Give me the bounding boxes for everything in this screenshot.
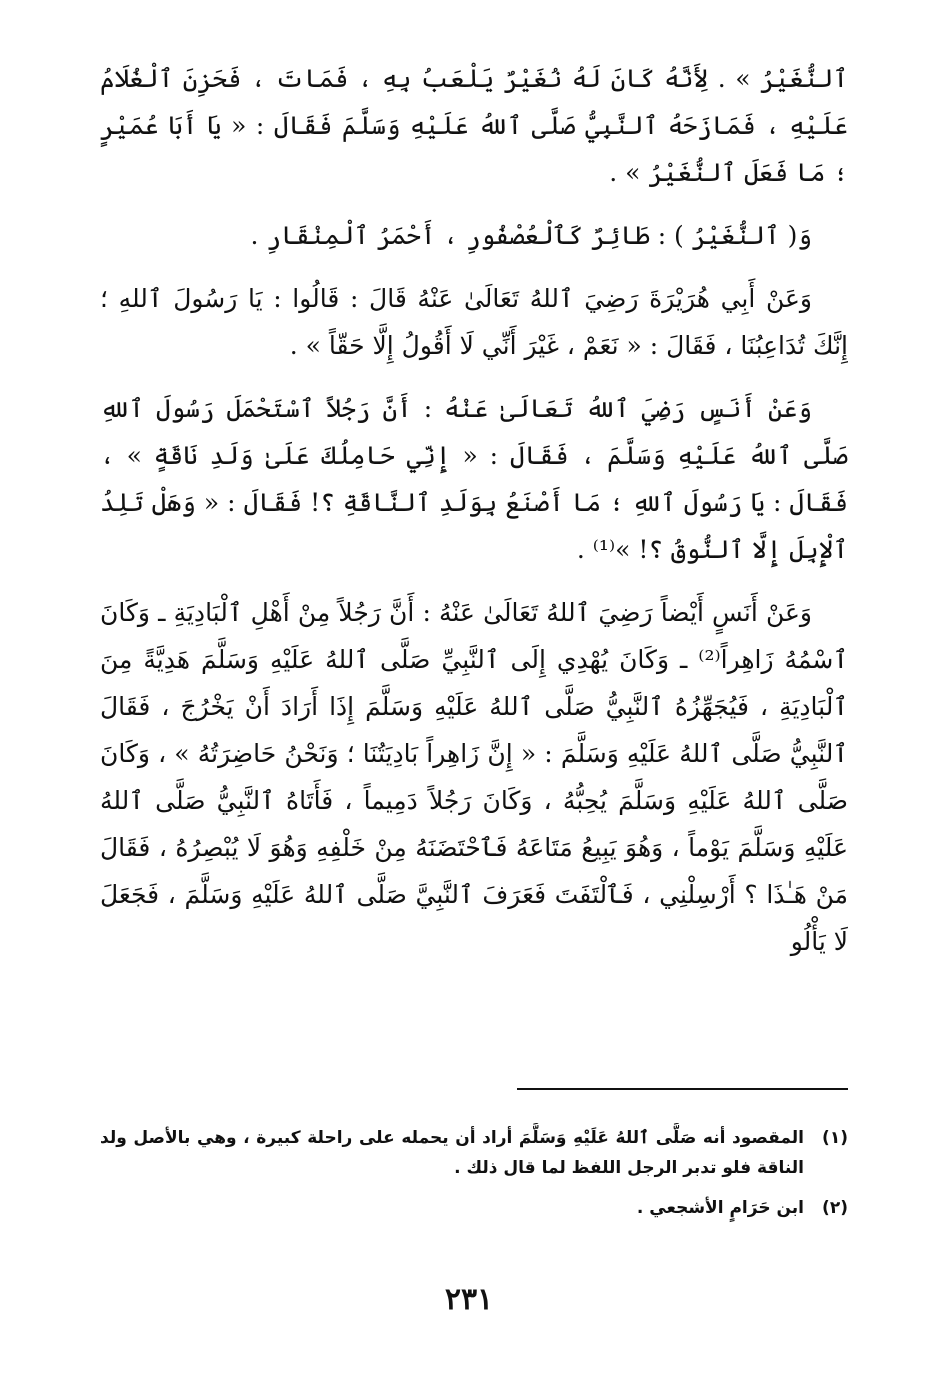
footnotes (100, 1123, 848, 1263)
paragraph-abu-hurairah: وَعَنْ أَبِي هُرَيْرَةَ رَضِيَ ٱللهُ تَعَالَىٰ عَنْهُ قَالَ : قَالُوا : يَا رَسُولَ ٱللهِ ؛ إِنَّكَ تُدَاعِبُنَا ، فَقَالَ : « نَعَمْ ، غَيْرَ أَنِّي لَا أَقُولُ إِلَّا حَقّاً » . (100, 284, 848, 360)
footnote-text: المقصود أنه صَلَّى ٱللهُ عَلَيْهِ وَسَلَّمَ أراد أن يحمله على راحلة كبيرة ، وهي بالأصل ولد الناقة فلو تدبر الرجل اللفظ لما قال ذلك . (100, 1128, 804, 1178)
footnote-divider (517, 1088, 848, 1090)
paragraph-nughayr-definition: وَ( ٱلنُّغَيْرُ ) : طَائِرٌ كَٱلْعُصْفُورِ ، أَحْمَرُ ٱلْمِنْقَارِ . (250, 221, 812, 250)
footnote-number: (١) (822, 1128, 848, 1148)
paragraph-anas-zahir: وَعَنْ أَنَسٍ أَيْضاً رَضِيَ ٱللهُ تَعَالَىٰ عَنْهُ : أَنَّ رَجُلاً مِنْ أَهْلِ ٱلْبَادِيَةِ ـ وَكَانَ ٱسْمُهُ زَاهِراً⁽²⁾ ـ وَكَانَ يُهْدِي إِلَى ٱلنَّبِيِّ صَلَّى ٱللهُ عَلَيْهِ وَسَلَّمَ هَدِيَّةً مِنَ ٱلْبَادِيَةِ ، فَيُجَهِّزُهُ ٱلنَّبِيُّ صَلَّى ٱللهُ عَلَيْهِ وَسَلَّمَ إِذَا أَرَادَ أَنْ يَخْرُجَ ، فَقَالَ ٱلنَّبِيُّ صَلَّى ٱللهُ عَلَيْهِ وَسَلَّمَ : « إِنَّ زَاهِراً بَادِيَتُنَا ؛ وَنَحْنُ حَاضِرَتُهُ » ، وَكَانَ صَلَّى ٱللهُ عَلَيْهِ وَسَلَّمَ يُحِبُّهُ ، وَكَانَ رَجُلاً دَمِيماً ، فَأَتَاهُ ٱلنَّبِيُّ صَلَّى ٱللهُ عَلَيْهِ وَسَلَّمَ يَوْماً ، وَهُوَ يَبِيعُ مَتَاعَهُ فَٱحْتَضَنَهُ مِنْ خَلْفِهِ وَهُوَ لَا يُبْصِرُهُ ، فَقَالَ مَنْ هَـٰذَا ؟ أَرْسِلْنِي ، فَٱلْتَفَتَ فَعَرَفَ ٱلنَّبِيَّ صَلَّى ٱللهُ عَلَيْهِ وَسَلَّمَ ، فَجَعَلَ لَا يَأْلُو (100, 598, 848, 956)
footnote-1 (100, 1123, 848, 1183)
footnote-2 (100, 1193, 848, 1223)
footnote-text: ابن حَرَامٍ الأشجعي . (636, 1198, 804, 1218)
paragraph-continuation: ٱلنُّغَيْرُ » . لِأَنَّهُ كَانَ لَهُ نُغَيْرٌ يَلْعَبُ بِهِ ، فَمَاتَ ، فَحَزِنَ ٱلْغُلَامُ عَلَيْهِ ، فَمَازَحَهُ ٱلنَّبِيُّ صَلَّى ٱللهُ عَلَيْهِ وَسَلَّمَ فَقَالَ : « يَا أَبَا عُمَيْرٍ ؛ مَا فَعَلَ ٱلنُّغَيْرُ » . (100, 64, 848, 187)
paragraph-anas-camel: وَعَنْ أَنَسٍ رَضِيَ ٱللهُ تَعَالَىٰ عَنْهُ : أَنَّ رَجُلاً ٱسْتَحْمَلَ رَسُولَ ٱللهِ صَلَّى ٱللهُ عَلَيْهِ وَسَلَّمَ ، فَقَالَ : « إِنِّي حَامِلُكَ عَلَىٰ وَلَدِ نَاقَةٍ » ، فَقَالَ : يَا رَسُولَ ٱللهِ ؛ مَا أَصْنَعُ بِوَلَدِ ٱلنَّاقَةِ ؟! فَقَالَ : « وَهَلْ تَلِدُ ٱلْإِبِلَ إِلَّا ٱلنُّوقُ ؟! »⁽¹⁾ . (100, 394, 848, 564)
footnote-number: (٢) (822, 1198, 848, 1218)
main-text (100, 55, 848, 1075)
page-number: ٢٣١ (444, 1282, 494, 1317)
